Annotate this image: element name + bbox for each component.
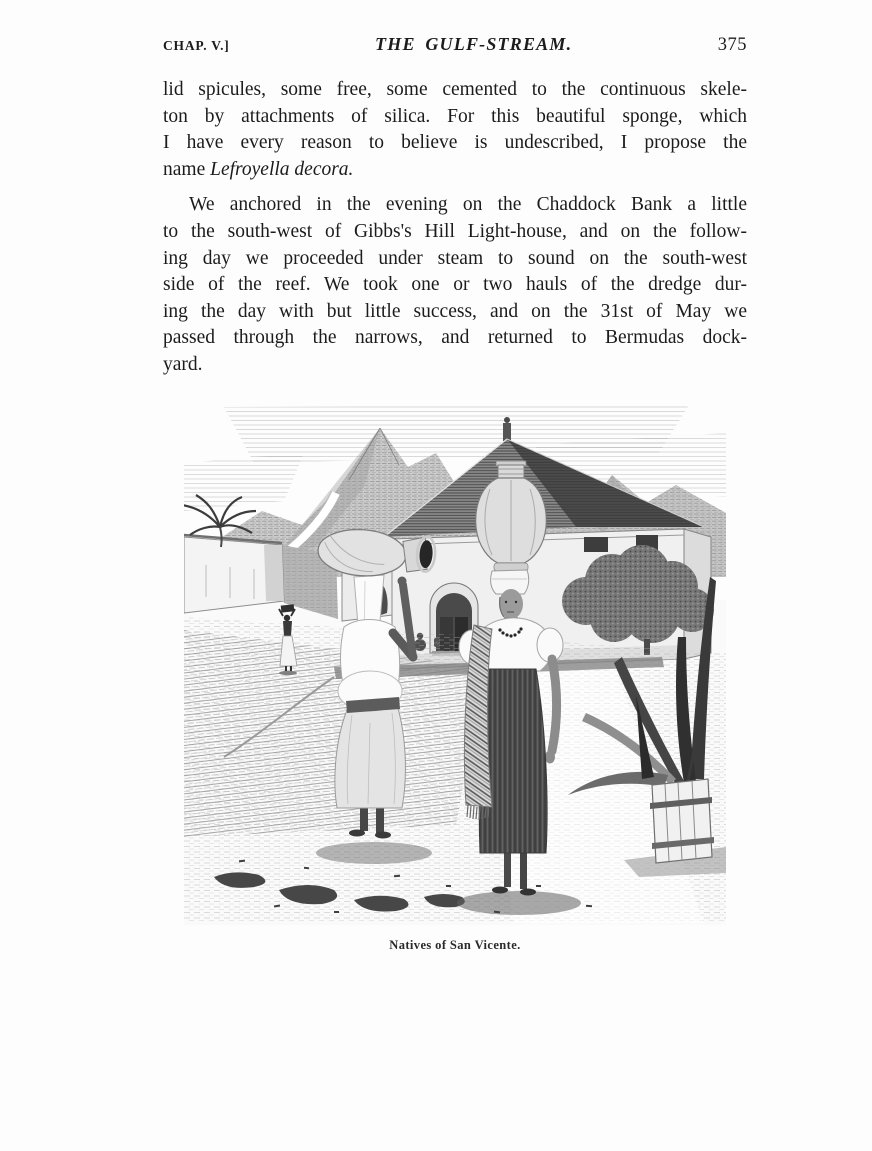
chapter-label: CHAP. V.] [163,38,230,53]
text-line: I have every reason to believe is undescribed, I propose the [163,132,747,154]
engraving-illustration [184,405,726,925]
paragraph-1 [163,77,747,183]
text-line: yard. [163,353,203,375]
text-line [163,157,747,184]
paragraph-2 [163,192,747,378]
species-name: Lefroyella decora. [210,158,354,180]
page-header [163,34,747,56]
text-line: ing the day with but little success, and on the 31st of May we [163,300,747,322]
page-number: 375 [717,35,747,55]
text-line: ton by attachments of silica. For this beautiful sponge, which [163,105,747,127]
text-line: passed through the narrows, and returned to Bermudas dock- [163,327,747,349]
figure-caption: Natives of San Vicente. [389,937,521,952]
page-content [163,34,747,953]
planter-box [650,779,714,863]
text-line: ing day we proceeded under steam to sound on the south-west [163,247,747,269]
text-line: to the south-west of Gibbs's Hill Light-house, and on the follow- [163,220,747,242]
text-run: name [163,158,211,180]
running-title: THE GULF-STREAM. [375,34,573,54]
illustration-figure [163,405,747,953]
text-line: lid spicules, some free, some cemented to the continuous skele- [163,79,747,100]
body-text [163,77,747,379]
text-line: We anchored in the evening on the Chaddock Bank a little [189,194,747,216]
text-line: side of the reef. We took one or two hauls of the dredge dur- [163,274,747,296]
